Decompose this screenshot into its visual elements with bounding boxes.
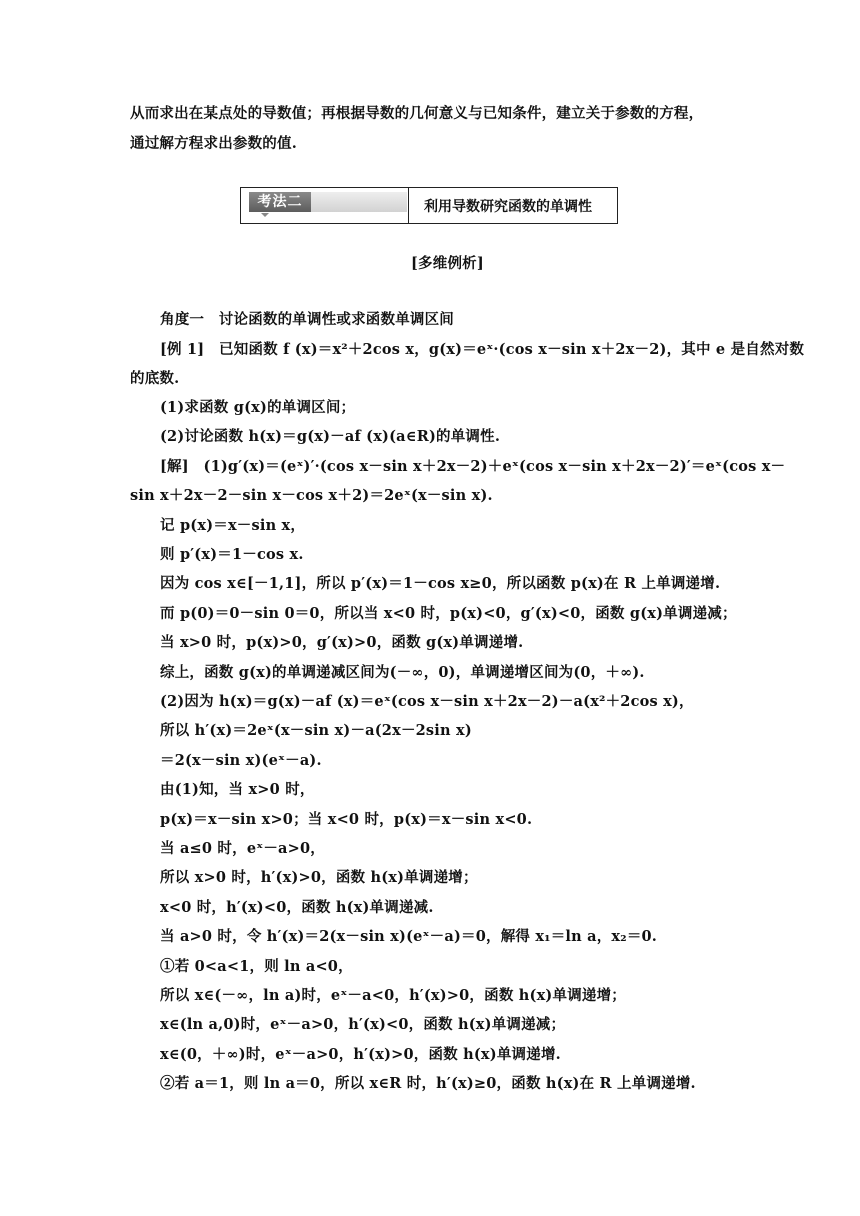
intro-line-1: 从而求出在某点处的导数值；再根据导数的几何意义与已知条件，建立关于参数的方程， [130, 105, 704, 122]
solution-line-7: 当 x>0 时，p(x)>0，g′(x)>0，函数 g(x)单调递增. [160, 634, 524, 651]
solution-line-13: p(x)＝x－sin x>0；当 x<0 时，p(x)＝x－sin x<0. [160, 811, 533, 828]
solution-line-1: [解] (1)g′(x)＝(eˣ)′·(cos x－sin x＋2x－2)＋eˣ(cos x－sin x＋2x－2)′＝eˣ(cos x－ [160, 458, 786, 475]
solution-line-21: x∈(0，＋∞)时，eˣ－a>0，h′(x)>0，函数 h(x)单调递增. [160, 1046, 561, 1063]
solution-line-3: 记 p(x)＝x－sin x， [160, 517, 306, 534]
solution-line-6: 而 p(0)＝0－sin 0＝0，所以当 x<0 时，p(x)<0，g′(x)<0，函数 g(x)单调递减； [160, 605, 737, 622]
solution-line-2: sin x＋2x－2－sin x－cos x＋2)＝2eˣ(x－sin x). [130, 487, 493, 504]
section-tag: 考法二 [249, 192, 311, 212]
solution-line-4: 则 p′(x)＝1－cos x. [160, 546, 304, 563]
section-tag-tick-icon [261, 213, 269, 217]
solution-line-8: 综上，函数 g(x)的单调递减区间为(－∞，0)，单调递增区间为(0，＋∞). [160, 664, 645, 681]
solution-line-19: 所以 x∈(－∞，ln a)时，eˣ－a<0，h′(x)>0，函数 h(x)单调递增； [160, 987, 626, 1004]
solution-line-10: 所以 h′(x)＝2eˣ(x－sin x)－a(2x－2sin x) [160, 722, 472, 739]
example-line-1: [例 1] 已知函数 f (x)＝x²＋2cos x，g(x)＝eˣ·(cos x－sin x＋2x－2)，其中 e 是自然对数 [160, 341, 805, 358]
solution-line-14: 当 a≤0 时，eˣ－a>0， [160, 840, 325, 857]
section-header [240, 187, 618, 224]
solution-line-16: x<0 时，h′(x)<0，函数 h(x)单调递减. [160, 899, 434, 916]
example-line-2: 的底数. [130, 370, 180, 387]
section-title: 利用导数研究函数的单调性 [424, 199, 592, 215]
solution-line-15: 所以 x>0 时，h′(x)>0，函数 h(x)单调递增； [160, 869, 478, 886]
solution-line-12: 由(1)知，当 x>0 时， [160, 781, 315, 798]
angle-heading: 角度一 讨论函数的单调性或求函数单调区间 [160, 311, 454, 328]
intro-line-2: 通过解方程求出参数的值. [130, 135, 297, 152]
section-header-divider [408, 188, 409, 223]
solution-line-17: 当 a>0 时，令 h′(x)＝2(x－sin x)(eˣ－a)＝0，解得 x₁＝ln a，x₂＝0. [160, 928, 658, 945]
solution-line-20: x∈(ln a,0)时，eˣ－a>0，h′(x)<0，函数 h(x)单调递减； [160, 1016, 566, 1033]
section-tag-strip [311, 192, 407, 212]
solution-line-5: 因为 cos x∈[－1,1]，所以 p′(x)＝1－cos x≥0，所以函数 p(x)在 R 上单调递增. [160, 575, 721, 592]
question-1: (1)求函数 g(x)的单调区间； [160, 399, 356, 416]
solution-line-18: ①若 0<a<1，则 ln a<0， [160, 958, 353, 975]
question-2: (2)讨论函数 h(x)＝g(x)－af (x)(a∈R)的单调性. [160, 428, 501, 445]
solution-line-22: ②若 a＝1，则 ln a＝0，所以 x∈R 时，h′(x)≥0，函数 h(x)在 R 上单调递增. [160, 1075, 696, 1092]
solution-line-9: (2)因为 h(x)＝g(x)－af (x)＝eˣ(cos x－sin x＋2x－2)－a(x²＋2cos x)， [160, 693, 694, 710]
subheading: [多维例析] [411, 255, 484, 272]
solution-line-11: ＝2(x－sin x)(eˣ－a). [160, 752, 322, 769]
